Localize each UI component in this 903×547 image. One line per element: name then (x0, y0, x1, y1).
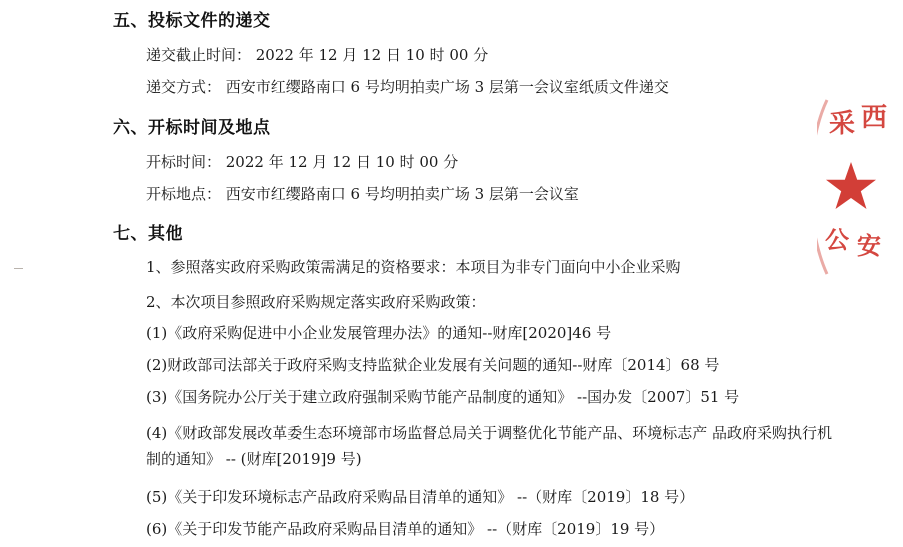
section-6-paragraph-2: 开标地点： 西安市红缨路南口 6 号均明拍卖广场 3 层第一会议室 (146, 185, 579, 203)
svg-text:采: 采 (829, 109, 856, 139)
section-heading-5: 五、投标文件的递交 (113, 11, 271, 31)
section-5-paragraph-1: 递交截止时间： 2022 年 12 月 12 日 10 时 00 分 (146, 46, 489, 64)
section-7-item-4: (4)《财政部发展改革委生态环境部市场监督总局关于调整优化节能产品、环境标志产 品政府采购执行机制的通知》 -- (财库[2019]9 号) (146, 424, 833, 468)
section-heading-7: 七、其他 (113, 224, 183, 244)
section-7-paragraph-1: 1、参照落实政府采购政策需满足的资格要求：本项目为非专门面向中小企业采购 (146, 258, 681, 276)
section-5-paragraph-2: 递交方式： 西安市红缨路南口 6 号均明拍卖广场 3 层第一会议室纸质文件递交 (146, 78, 669, 96)
svg-text:安: 安 (857, 231, 881, 260)
section-7-item-1: (1)《政府采购促进中小企业发展管理办法》的通知--财库[2020]46 号 (146, 324, 612, 342)
section-7-item-5: (5)《关于印发环境标志产品政府采购品目清单的通知》 --（财库〔2019〕18 号） (146, 488, 695, 506)
section-6-paragraph-1: 开标时间： 2022 年 12 月 12 日 10 时 00 分 (146, 153, 459, 171)
section-7-paragraph-2: 2、本次项目参照政府采购规定落实政府采购政策： (146, 293, 486, 311)
section-heading-6: 六、开标时间及地点 (113, 118, 271, 138)
section-7-item-3: (3)《国务院办公厅关于建立政府强制采购节能产品制度的通知》 --国办发〔2007〕51 号 (146, 388, 740, 406)
section-7-item-6: (6)《关于印发节能产品政府采购品目清单的通知》 --（财库〔2019〕19 号） (146, 520, 665, 538)
section-7-item-2: (2)财政部司法部关于政府采购支持监狱企业发展有关问题的通知--财库〔2014〕68 号 (146, 356, 720, 374)
svg-text:西: 西 (861, 103, 888, 133)
svg-text:公: 公 (825, 225, 849, 254)
